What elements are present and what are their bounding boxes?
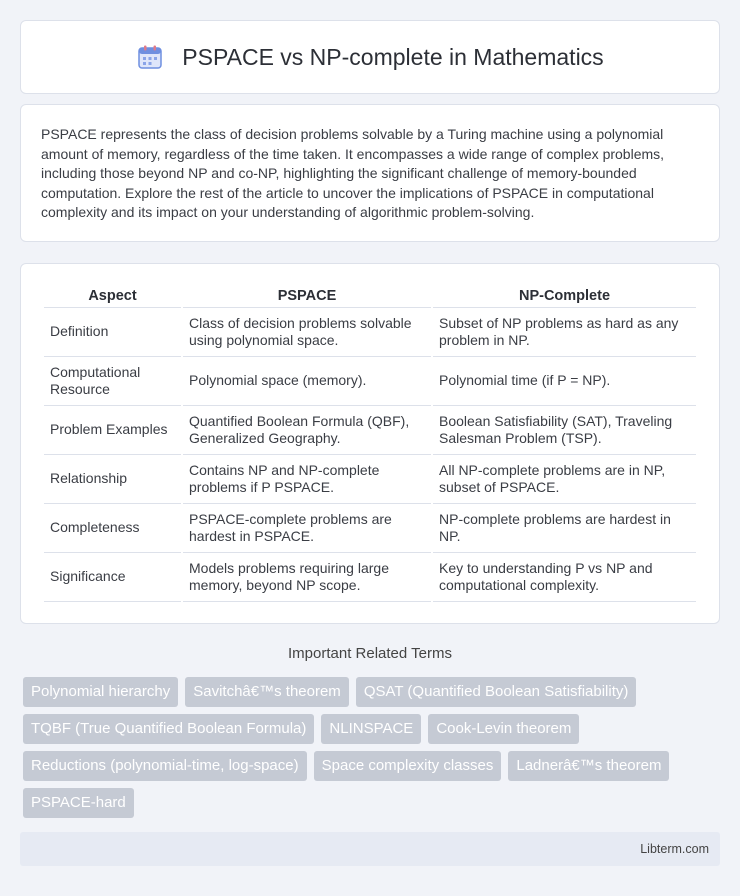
table-row bbox=[44, 553, 696, 602]
cell-pspace: Contains NP and NP-complete problems if P PSPACE. bbox=[183, 455, 431, 504]
intro-paragraph: PSPACE represents the class of decision problems solvable by a Turing machine using a polynomial amount of memory, regardless of the time taken. It encompasses a wide range of complex problems, including those beyond NP and co-NP, highlighting the significant challenge of memory-bounded computation. Explore the rest of the article to uncover the implications of PSPACE in computational complexity and its impact on your understanding of algorithmic problem-solving. bbox=[41, 126, 665, 220]
cell-pspace: PSPACE-complete problems are hardest in PSPACE. bbox=[183, 504, 431, 553]
cell-np-complete: All NP-complete problems are in NP, subset of PSPACE. bbox=[433, 455, 696, 504]
related-term-tag[interactable]: QSAT (Quantified Boolean Satisfiability) bbox=[356, 677, 637, 707]
table-row bbox=[44, 357, 696, 406]
related-terms-list bbox=[23, 677, 723, 818]
cell-aspect: Definition bbox=[44, 308, 181, 357]
cell-pspace: Polynomial space (memory). bbox=[183, 357, 431, 406]
related-term-tag[interactable]: TQBF (True Quantified Boolean Formula) bbox=[23, 714, 314, 744]
related-term-tag[interactable]: PSPACE-hard bbox=[23, 788, 134, 818]
table-row bbox=[44, 406, 696, 455]
cell-aspect: Significance bbox=[44, 553, 181, 602]
page-title: PSPACE vs NP-complete in Mathematics bbox=[182, 43, 604, 70]
cell-aspect: Completeness bbox=[44, 504, 181, 553]
comparison-card bbox=[20, 263, 720, 624]
cell-aspect: Problem Examples bbox=[44, 406, 181, 455]
related-term-tag[interactable]: Savitchâ€™s theorem bbox=[185, 677, 349, 707]
footer-site-link[interactable]: Libterm.com bbox=[640, 842, 709, 856]
related-term-tag[interactable]: Space complexity classes bbox=[314, 751, 502, 781]
cell-np-complete: Boolean Satisfiability (SAT), Traveling Salesman Problem (TSP). bbox=[433, 406, 696, 455]
table-header-row bbox=[44, 284, 696, 308]
related-term-tag[interactable]: Ladnerâ€™s theorem bbox=[508, 751, 669, 781]
cell-pspace: Quantified Boolean Formula (QBF), Generalized Geography. bbox=[183, 406, 431, 455]
intro-card bbox=[20, 104, 720, 242]
related-terms-title: Important Related Terms bbox=[288, 645, 452, 662]
cell-np-complete: NP-complete problems are hardest in NP. bbox=[433, 504, 696, 553]
footer bbox=[20, 832, 720, 866]
related-term-tag[interactable]: Cook-Levin theorem bbox=[428, 714, 579, 744]
header-pspace: PSPACE bbox=[183, 284, 431, 308]
table-row bbox=[44, 308, 696, 357]
cell-np-complete: Key to understanding P vs NP and computational complexity. bbox=[433, 553, 696, 602]
header-aspect: Aspect bbox=[44, 284, 181, 308]
table-row bbox=[44, 504, 696, 553]
table-row bbox=[44, 455, 696, 504]
comparison-table bbox=[42, 284, 698, 602]
cell-pspace: Models problems requiring large memory, beyond NP scope. bbox=[183, 553, 431, 602]
cell-np-complete: Subset of NP problems as hard as any problem in NP. bbox=[433, 308, 696, 357]
related-term-tag[interactable]: NLINSPACE bbox=[321, 714, 421, 744]
cell-aspect: Computational Resource bbox=[44, 357, 181, 406]
header-np-complete: NP-Complete bbox=[433, 284, 696, 308]
related-term-tag[interactable]: Reductions (polynomial-time, log-space) bbox=[23, 751, 307, 781]
cell-np-complete: Polynomial time (if P = NP). bbox=[433, 357, 696, 406]
cell-pspace: Class of decision problems solvable using polynomial space. bbox=[183, 308, 431, 357]
cell-aspect: Relationship bbox=[44, 455, 181, 504]
related-term-tag[interactable]: Polynomial hierarchy bbox=[23, 677, 178, 707]
calendar-icon bbox=[136, 43, 164, 71]
header-card bbox=[20, 20, 720, 94]
